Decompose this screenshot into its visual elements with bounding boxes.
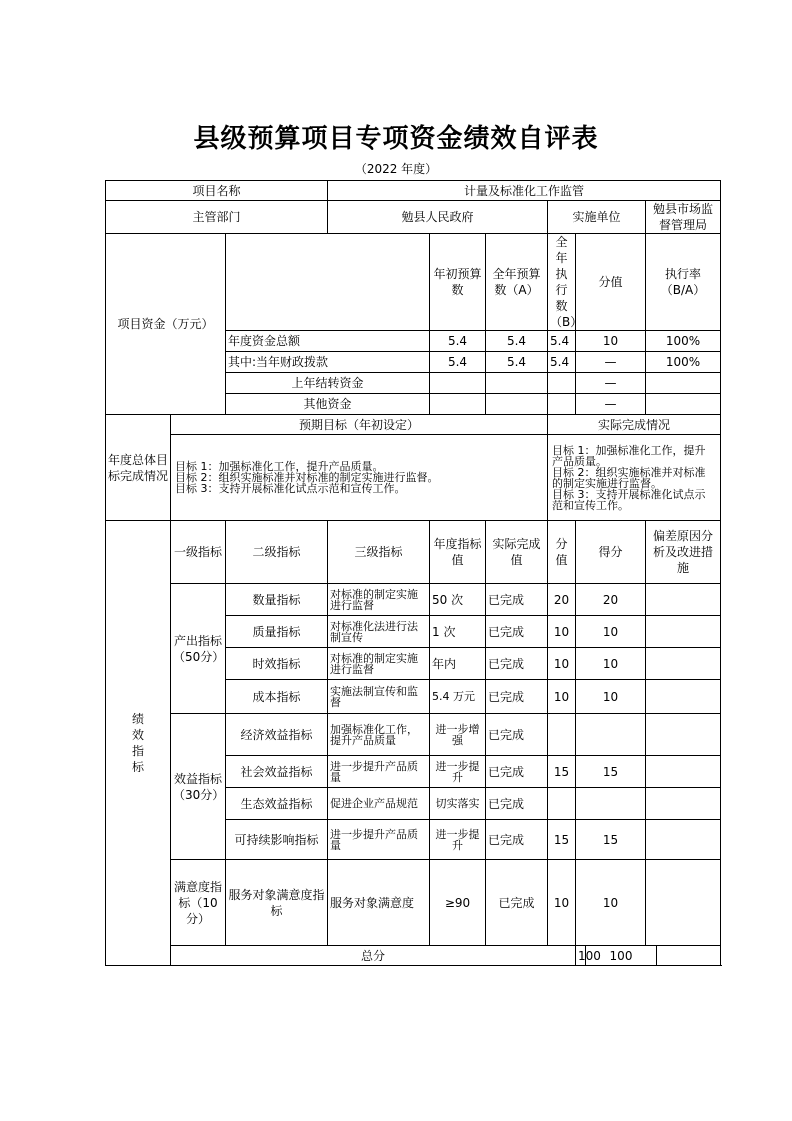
indicator-row	[106, 714, 721, 756]
funds-annual: 5.4	[486, 352, 548, 373]
ind-score: 15	[576, 820, 646, 860]
ind-actual: 已完成	[486, 584, 548, 616]
indicator-row	[106, 860, 721, 946]
funds-rate: 100%	[646, 331, 721, 352]
ind-header-level1: 一级指标	[171, 521, 226, 584]
ind-actual: 已完成	[486, 680, 548, 714]
ind-target: 50 次	[430, 584, 486, 616]
funds-exec: 5.4	[548, 352, 576, 373]
funds-annual	[486, 394, 548, 415]
ind-deviation	[646, 680, 721, 714]
total-row	[106, 946, 721, 966]
funds-header-annual: 全年预算数（A）	[486, 234, 548, 331]
project-name-row	[106, 181, 721, 201]
ind-actual: 已完成	[486, 788, 548, 820]
indicators-label: 绩效指标	[106, 521, 171, 966]
ind-actual: 已完成	[486, 820, 548, 860]
total-score-value: 100	[576, 946, 586, 966]
department-row	[106, 201, 721, 234]
ind-deviation	[646, 756, 721, 788]
ind-score-value	[548, 788, 576, 820]
funds-exec: 5.4	[548, 331, 576, 352]
ind-target: 1 次	[430, 616, 486, 648]
goal-line: 目标 1：加强标准化工作，提升产品质量。	[175, 460, 384, 473]
goal-line: 目标 2：组织实施标准并对标准的制定实施进行监督。	[175, 471, 439, 484]
ind-score-value	[548, 714, 576, 756]
ind-score: 20	[576, 584, 646, 616]
funds-annual: 5.4	[486, 331, 548, 352]
ind-deviation	[646, 584, 721, 616]
ind-score	[576, 714, 646, 756]
ind-level2: 生态效益指标	[226, 788, 328, 820]
ind-level2: 经济效益指标	[226, 714, 328, 756]
ind-level2: 成本指标	[226, 680, 328, 714]
ind-score-value: 15	[548, 820, 576, 860]
ind-header-score-value: 分值	[548, 521, 576, 584]
ind-target: 年内	[430, 648, 486, 680]
funds-rate: 100%	[646, 352, 721, 373]
ind-score-value: 10	[548, 648, 576, 680]
ind-header-actual: 实际完成值	[486, 521, 548, 584]
ind-score	[576, 788, 646, 820]
impl-unit-label: 实施单位	[548, 201, 646, 234]
ind-target: 进一步提升	[430, 820, 486, 860]
ind-score: 10	[576, 680, 646, 714]
funds-score-value: —	[576, 373, 646, 394]
funds-initial	[430, 394, 486, 415]
goal-line: 目标 1：加强标准化工作，提升产品质量。	[552, 443, 706, 468]
ind-header-level3: 三级指标	[328, 521, 430, 584]
funds-row-label: 其他资金	[226, 394, 430, 415]
funds-initial	[430, 373, 486, 394]
funds-header-row	[106, 234, 721, 331]
group-label-satisfaction: 满意度指标（10分）	[171, 860, 226, 946]
dept-value: 勉县人民政府	[328, 201, 548, 234]
evaluation-table	[105, 180, 721, 966]
ind-level2: 可持续影响指标	[226, 820, 328, 860]
ind-target: ≥90	[430, 860, 486, 946]
ind-deviation	[646, 820, 721, 860]
ind-header-level2: 二级指标	[226, 521, 328, 584]
ind-target: 5.4 万元	[430, 680, 486, 714]
funds-score-value: 10	[576, 331, 646, 352]
funds-row-label: 其中:当年财政拨款	[226, 352, 430, 373]
year-subtitle: （2022 年度）	[354, 162, 438, 176]
funds-rate	[646, 394, 721, 415]
total-label: 总分	[171, 946, 576, 966]
funds-row-label: 上年结转资金	[226, 373, 430, 394]
ind-deviation	[646, 788, 721, 820]
ind-score: 10	[576, 648, 646, 680]
goal-line: 目标 3：支持开展标准化试点示范和宣传工作。	[175, 482, 406, 495]
ind-target: 进一步增强	[430, 714, 486, 756]
goals-expected-label: 预期目标（年初设定）	[171, 415, 548, 435]
ind-target: 切实落实	[430, 788, 486, 820]
ind-score-value: 10	[548, 680, 576, 714]
ind-level3: 对标准的制定实施进行监督	[328, 648, 430, 680]
ind-score: 15	[576, 756, 646, 788]
ind-actual: 已完成	[486, 756, 548, 788]
ind-header-score: 得分	[576, 521, 646, 584]
ind-actual: 已完成	[486, 648, 548, 680]
ind-level2: 社会效益指标	[226, 756, 328, 788]
funds-row-label: 年度资金总额	[226, 331, 430, 352]
ind-level2: 时效指标	[226, 648, 328, 680]
funds-exec	[548, 373, 576, 394]
ind-actual: 已完成	[486, 714, 548, 756]
goal-line: 目标 3：支持开展标准化试点示范和宣传工作。	[552, 487, 706, 512]
ind-actual: 已完成	[486, 860, 548, 946]
ind-level3: 促进企业产品规范	[328, 788, 430, 820]
ind-score-value: 15	[548, 756, 576, 788]
ind-level3: 进一步提升产品质量	[328, 820, 430, 860]
funds-header-exec: 全年执行数（B）	[548, 234, 576, 331]
page-title: 县级预算项目专项资金绩效自评表	[193, 124, 599, 154]
ind-target: 进一步提升	[430, 756, 486, 788]
group-label-output: 产出指标（50分）	[171, 584, 226, 714]
goals-expected-text	[171, 435, 548, 521]
goals-actual-text	[548, 435, 721, 521]
total-blank	[657, 946, 721, 966]
ind-level3: 服务对象满意度	[328, 860, 430, 946]
funds-score-value: —	[576, 394, 646, 415]
ind-level2: 服务对象满意度指标	[226, 860, 328, 946]
ind-deviation	[646, 714, 721, 756]
project-name-value: 计量及标准化工作监管	[328, 181, 721, 201]
ind-level2: 数量指标	[226, 584, 328, 616]
funds-header-score-value: 分值	[576, 234, 646, 331]
total-score: 100	[586, 946, 657, 966]
funds-exec	[548, 394, 576, 415]
funds-header-rate: 执行率（B/A）	[646, 234, 721, 331]
ind-score-value: 10	[548, 616, 576, 648]
project-name-label: 项目名称	[106, 181, 328, 201]
ind-header-target: 年度指标值	[430, 521, 486, 584]
ind-deviation	[646, 648, 721, 680]
goals-label: 年度总体目标完成情况	[106, 415, 171, 521]
funds-header-initial: 年初预算数	[430, 234, 486, 331]
funds-rate	[646, 373, 721, 394]
ind-level3: 进一步提升产品质量	[328, 756, 430, 788]
ind-score: 10	[576, 616, 646, 648]
ind-score-value: 10	[548, 860, 576, 946]
funds-initial: 5.4	[430, 352, 486, 373]
goals-header-row	[106, 415, 721, 435]
ind-deviation	[646, 616, 721, 648]
indicator-row	[106, 584, 721, 616]
indicators-header-row	[106, 521, 721, 584]
ind-actual: 已完成	[486, 616, 548, 648]
ind-level3: 实施法制宣传和监督	[328, 680, 430, 714]
funds-score-value: —	[576, 352, 646, 373]
ind-level2: 质量指标	[226, 616, 328, 648]
goals-actual-label: 实际完成情况	[548, 415, 721, 435]
funds-annual	[486, 373, 548, 394]
ind-score-value: 20	[548, 584, 576, 616]
ind-level3: 对标准化法进行法制宣传	[328, 616, 430, 648]
group-label-benefit: 效益指标（30分）	[171, 714, 226, 860]
dept-label: 主管部门	[106, 201, 328, 234]
ind-score: 10	[576, 860, 646, 946]
goals-content-row	[106, 435, 721, 521]
ind-deviation	[646, 860, 721, 946]
funds-blank-header	[226, 234, 430, 331]
funds-label: 项目资金（万元）	[106, 234, 226, 415]
goal-line: 目标 2：组织实施标准并对标准的制定实施进行监督。	[552, 465, 706, 490]
ind-header-deviation: 偏差原因分析及改进措施	[646, 521, 721, 584]
impl-unit-value: 勉县市场监督管理局	[646, 201, 721, 234]
funds-initial: 5.4	[430, 331, 486, 352]
ind-level3: 加强标准化工作，提升产品质量	[328, 714, 430, 756]
ind-level3: 对标准的制定实施进行监督	[328, 584, 430, 616]
